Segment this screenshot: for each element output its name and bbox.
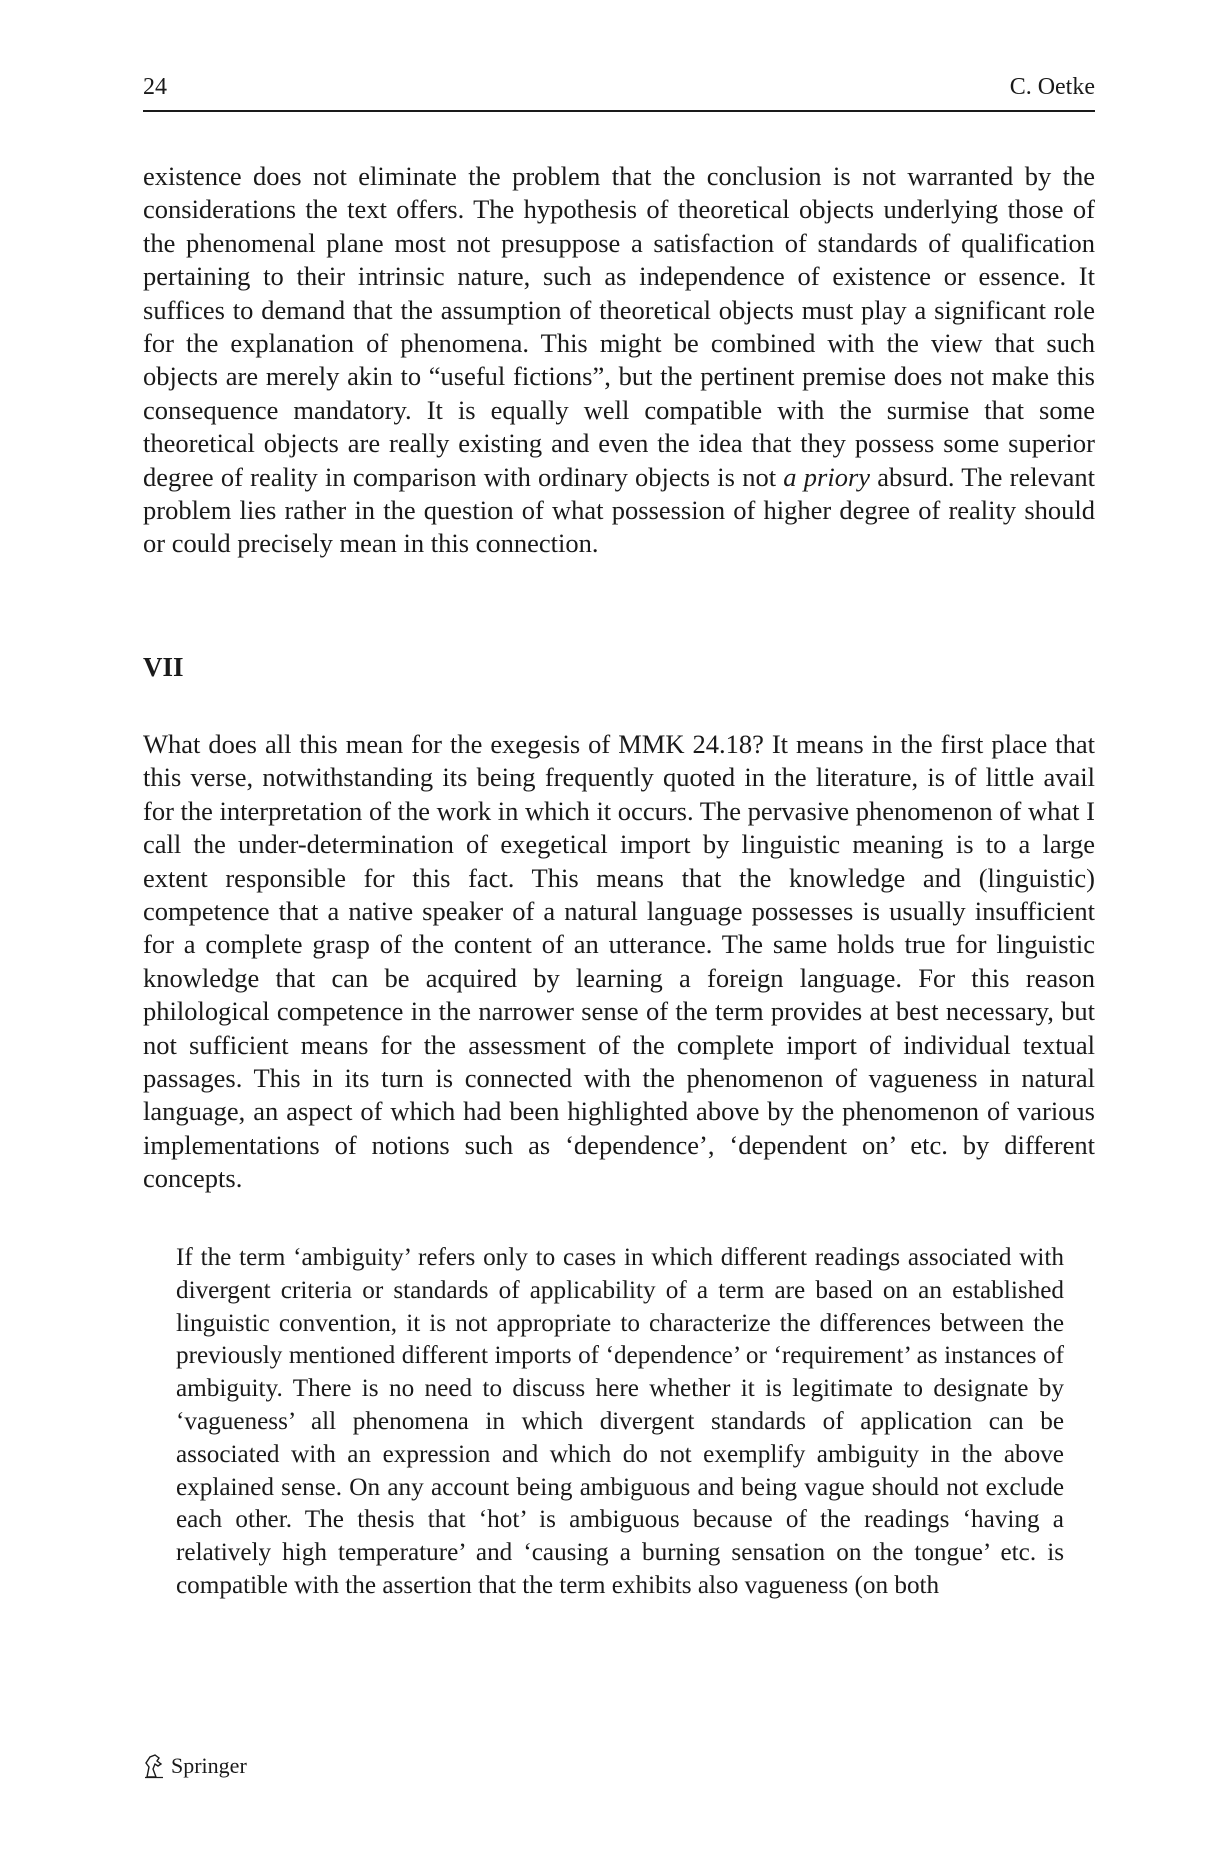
indented-block-paragraph: If the term ‘ambiguity’ refers only to cases in which different readings associated with divergent criteria or standards of applicability of a term are based on an established linguistic convention, it is not appropriate to characterize the differences between the previously mentioned different imports of ‘dependence’ or ‘requirement’ as instances of ambiguity. There is no need to discuss here whether it is legitimate to designate by ‘vagueness’ all phenomena in which divergent standards of application can be associated with an expression and which do not exemplify ambiguity in the above explained sense. On any account being ambiguous and being vague should not exclude each other. The thesis that ‘hot’ is ambiguous because of the readings ‘having a relatively high temperature’ and ‘causing a burning sensation on the tongue’ etc. is compatible with the assertion that the term exhibits also vagueness (on both	[176, 1244, 1064, 1599]
page-number: 24	[143, 74, 167, 100]
section-heading: VII	[143, 652, 184, 682]
page-footer	[143, 1753, 247, 1779]
running-head-author: C. Oetke	[1009, 74, 1095, 100]
publisher-name: Springer	[171, 1753, 247, 1778]
italic-phrase: a priory	[783, 461, 871, 492]
body-paragraph-1	[143, 160, 1095, 561]
body-paragraph-2: What does all this mean for the exegesis of MMK 24.18? It means in the first place that this verse, notwithstanding its being frequently quoted in the literature, is of little avail for the interpretation of the work in which it occurs. The pervasive phenomenon of what I call the under-determination of exegetical import by linguistic meaning is to a large extent responsible for this fact. This means that the knowledge and (linguistic) competence that a native speaker of a natural language possesses is usually insufficient for a complete grasp of the content of an utterance. The same holds true for linguistic knowledge that can be acquired by learning a foreign language. For this reason philological competence in the narrower sense of the term provides at best necessary, but not sufficient means for the assessment of the complete import of individual textual passages. This in its turn is connected with the phenomenon of vagueness in natural language, an aspect of which had been highlighted above by the phenomenon of various implementations of notions such as ‘dependence’, ‘dependent on’ etc. by different concepts.	[143, 729, 1095, 1194]
paragraph-1-text: existence does not eliminate the problem that the conclusion is not warranted by the considerations the text offers. The hypothesis of theoretical objects underlying those of the phenomenal plane most not presuppose a satisfaction of standards of qualification pertaining to their intrinsic nature, such as independence of existence or essence. It suffices to demand that the assumption of theoretical objects must play a significant role for the explanation of phenomena. This might be combined with the view that such objects are merely akin to “useful fictions”, but the pertinent premise does not make this consequence mandatory. It is equally well compatible with the surmise that some theoretical objects are really existing and even the idea that they possess some superior degree of reality in comparison with ordinary objects is not	[143, 161, 1095, 492]
paragraph-1-text-end: absurd. The relevant problem lies rather in the question of what possession of higher degree of reality should or could precisely mean in this connection.	[143, 461, 1095, 559]
springer-horse-icon	[143, 1753, 165, 1779]
page-header	[143, 74, 1095, 112]
